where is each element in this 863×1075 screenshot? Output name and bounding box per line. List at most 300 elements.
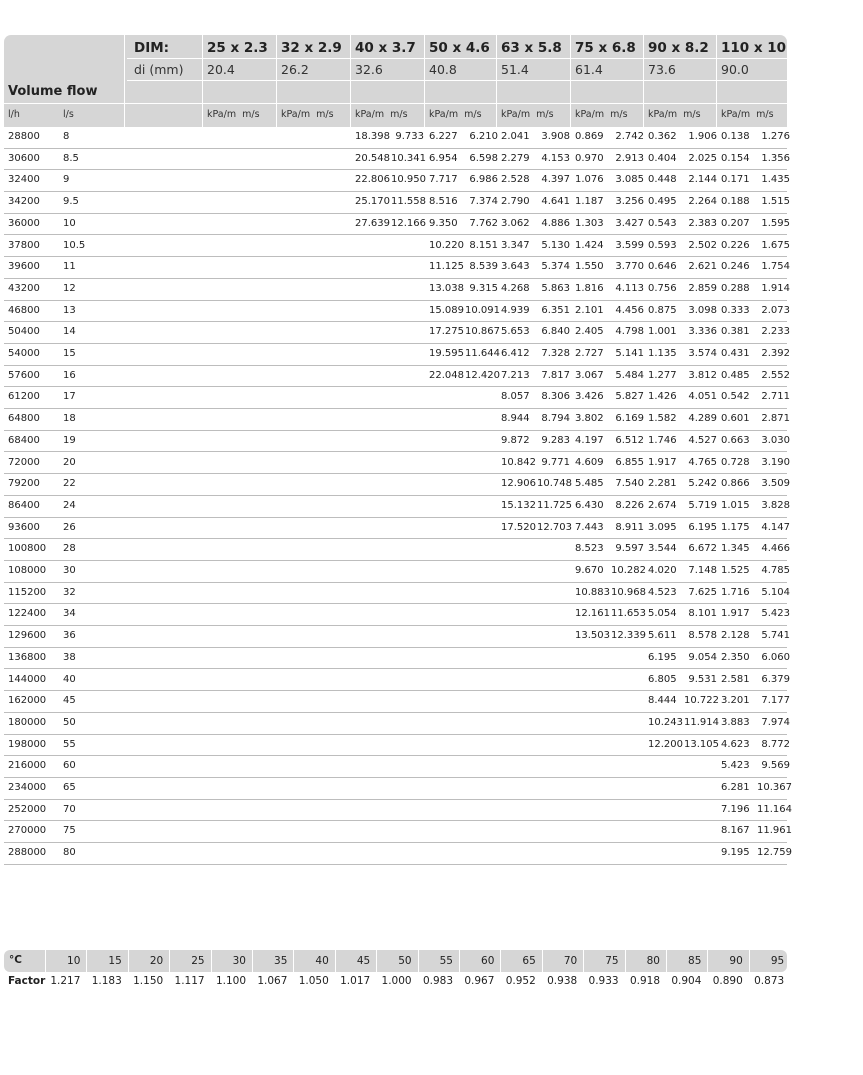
pressure-loss: 3.802 <box>575 413 604 425</box>
velocity: 3.190 <box>761 456 790 468</box>
temperature-value: 85 <box>688 955 702 967</box>
velocity: 9.733 <box>395 131 424 142</box>
pressure-loss: 1.424 <box>575 239 604 251</box>
flow-ls: 14 <box>63 326 76 338</box>
flow-ls: 20 <box>63 456 76 468</box>
velocity: 7.374 <box>469 196 498 208</box>
velocity: 7.540 <box>615 478 644 490</box>
pressure-loss: 0.381 <box>721 326 750 338</box>
table-row <box>4 496 790 518</box>
header-divider <box>424 35 425 127</box>
velocity: 1.435 <box>761 174 790 186</box>
velocity: 3.509 <box>761 478 790 490</box>
flow-lh: 252000 <box>8 803 47 815</box>
factor-value: 1.050 <box>298 975 329 987</box>
flow-ls: 80 <box>63 847 76 859</box>
velocity: 11.644 <box>465 348 500 359</box>
velocity: 1.356 <box>761 152 790 164</box>
velocity: 8.578 <box>688 630 717 642</box>
pressure-loss: 6.954 <box>429 152 458 164</box>
factor-value: 1.150 <box>133 975 164 987</box>
pressure-loss: 8.523 <box>575 543 604 555</box>
pressure-loss: 2.581 <box>721 673 750 685</box>
pressure-loss: 1.816 <box>575 282 604 294</box>
velocity: 8.794 <box>541 413 570 425</box>
temperature-value: 90 <box>729 955 743 967</box>
pressure-loss: 0.154 <box>721 152 750 164</box>
temperature-value: 80 <box>646 955 660 967</box>
pressure-loss: 4.609 <box>575 456 604 468</box>
pressure-loss: 0.542 <box>721 391 750 403</box>
velocity: 8.306 <box>541 391 570 403</box>
velocity: 1.754 <box>761 261 790 273</box>
velocity: 9.531 <box>688 673 717 685</box>
di-value-5: 61.4 <box>575 62 603 77</box>
velocity: 5.423 <box>761 608 790 620</box>
di-value-4: 51.4 <box>501 62 529 77</box>
flow-lh: 50400 <box>8 326 40 338</box>
velocity: 3.828 <box>761 499 790 511</box>
pressure-loss: 3.883 <box>721 716 750 728</box>
factor-value: 1.000 <box>381 975 412 987</box>
pressure-loss: 25.170 <box>355 196 390 208</box>
velocity: 3.908 <box>541 131 570 142</box>
velocity: 7.974 <box>761 716 790 728</box>
pressure-loss: 1.076 <box>575 174 604 186</box>
header-divider <box>716 35 717 127</box>
pressure-loss: 5.611 <box>648 630 677 642</box>
pressure-loss: 0.207 <box>721 217 750 229</box>
velocity: 7.148 <box>688 565 717 576</box>
dim-header-7: 110 x 10 <box>721 40 787 56</box>
table-row <box>4 778 792 800</box>
factor-value: 0.904 <box>671 975 702 987</box>
velocity: 4.051 <box>688 391 717 403</box>
pressure-loss: 5.485 <box>575 478 604 490</box>
velocity: 12.166 <box>391 217 426 229</box>
velocity: 11.914 <box>684 716 719 728</box>
velocity: 12.703 <box>537 521 572 533</box>
velocity: 5.141 <box>615 348 644 359</box>
pressure-loss: 1.001 <box>648 326 677 338</box>
temperature-value: 95 <box>770 955 785 967</box>
table-row <box>4 192 790 214</box>
pressure-loss: 0.188 <box>721 196 750 208</box>
velocity: 5.104 <box>761 586 790 598</box>
velocity: 2.552 <box>761 369 790 381</box>
pressure-loss: 2.674 <box>648 499 677 511</box>
pressure-loss: 15.132 <box>501 499 536 511</box>
flow-lh: 57600 <box>8 369 40 381</box>
unit-pair-1: kPa/m m/s <box>281 109 334 120</box>
table-row <box>4 431 790 453</box>
velocity: 5.130 <box>541 239 570 251</box>
temperature-value: 75 <box>605 955 619 967</box>
pressure-loss: 2.350 <box>721 651 750 663</box>
flow-lh: 43200 <box>8 282 40 294</box>
pressure-loss: 0.543 <box>648 217 677 229</box>
velocity: 2.264 <box>688 196 717 208</box>
velocity: 2.711 <box>761 391 790 403</box>
pressure-loss: 0.495 <box>648 196 677 208</box>
velocity: 7.817 <box>541 369 570 381</box>
velocity: 6.351 <box>541 304 570 316</box>
velocity: 11.558 <box>391 196 426 208</box>
flow-lh: 162000 <box>8 695 47 707</box>
table-row <box>4 626 790 648</box>
flow-lh: 34200 <box>8 196 40 208</box>
temperature-value: 60 <box>481 955 495 967</box>
pressure-loss: 2.790 <box>501 196 530 208</box>
flow-ls: 75 <box>63 825 76 837</box>
pressure-loss: 8.444 <box>648 695 677 707</box>
table-row <box>4 583 790 605</box>
velocity: 7.328 <box>541 348 570 359</box>
velocity: 5.484 <box>615 369 644 381</box>
flow-lh: 30600 <box>8 152 40 164</box>
unit-pair-5: kPa/m m/s <box>575 109 628 120</box>
flow-ls: 30 <box>63 565 76 576</box>
pressure-loss: 0.448 <box>648 174 677 186</box>
velocity: 3.098 <box>688 304 717 316</box>
pressure-loss: 5.054 <box>648 608 677 620</box>
pressure-loss: 17.520 <box>501 521 536 533</box>
velocity: 5.374 <box>541 261 570 273</box>
pressure-loss: 0.866 <box>721 478 750 490</box>
pressure-loss: 1.015 <box>721 499 750 511</box>
pressure-loss: 13.038 <box>429 282 464 294</box>
pressure-loss: 1.135 <box>648 348 677 359</box>
velocity: 5.863 <box>541 282 570 294</box>
factor-value: 1.117 <box>174 975 205 987</box>
velocity: 9.054 <box>688 651 717 663</box>
table-row <box>4 756 790 778</box>
flow-ls: 10 <box>63 217 76 229</box>
velocity: 3.574 <box>688 348 717 359</box>
pressure-loss: 1.345 <box>721 543 750 555</box>
flow-ls: 60 <box>63 760 76 772</box>
pressure-loss: 1.716 <box>721 586 750 598</box>
flow-ls: 17 <box>63 391 76 403</box>
pressure-loss: 0.288 <box>721 282 750 294</box>
table-row <box>4 691 790 713</box>
header-divider <box>643 35 644 127</box>
di-value-1: 26.2 <box>281 62 309 77</box>
dim-header-5: 75 x 6.8 <box>575 40 636 56</box>
velocity: 3.256 <box>615 196 644 208</box>
header-divider <box>202 35 203 127</box>
temperature-value: 20 <box>149 955 164 967</box>
pressure-loss: 0.362 <box>648 131 677 142</box>
pressure-loss: 9.195 <box>721 847 750 859</box>
velocity: 1.276 <box>761 131 790 142</box>
table-row <box>4 214 790 236</box>
pressure-loss: 18.398 <box>355 131 390 142</box>
factor-value: 0.952 <box>505 975 536 987</box>
pressure-loss: 10.243 <box>648 716 683 728</box>
di-value-6: 73.6 <box>648 62 676 77</box>
velocity: 8.539 <box>469 261 498 273</box>
pressure-loss: 1.426 <box>648 391 677 403</box>
table-row <box>4 344 790 366</box>
velocity: 8.151 <box>469 239 498 251</box>
pressure-loss: 5.653 <box>501 326 530 338</box>
dim-header-6: 90 x 8.2 <box>648 40 709 56</box>
table-row <box>4 821 792 843</box>
flow-lh: 234000 <box>8 782 47 793</box>
factor-value: 0.890 <box>712 975 743 987</box>
dim-header-4: 63 x 5.8 <box>501 40 562 56</box>
flow-ls: 34 <box>63 608 76 620</box>
flow-ls: 55 <box>63 738 76 750</box>
table-row <box>4 648 790 670</box>
flow-ls: 8.5 <box>63 152 79 164</box>
velocity: 4.527 <box>688 434 717 446</box>
unit-ls-label: l/s <box>63 109 74 120</box>
pressure-loss: 7.196 <box>721 803 750 815</box>
velocity: 3.085 <box>615 174 644 186</box>
pressure-loss: 12.161 <box>575 608 610 620</box>
dim-header-0: 25 x 2.3 <box>207 40 268 56</box>
velocity: 2.025 <box>688 152 717 164</box>
pressure-loss: 7.213 <box>501 369 530 381</box>
velocity: 4.147 <box>761 521 790 533</box>
pressure-loss: 1.303 <box>575 217 604 229</box>
flow-lh: 32400 <box>8 174 40 186</box>
flow-lh: 61200 <box>8 391 40 403</box>
velocity: 6.672 <box>688 543 717 555</box>
velocity: 5.741 <box>761 630 790 642</box>
pressure-loss: 0.485 <box>721 369 750 381</box>
pressure-loss: 0.431 <box>721 348 750 359</box>
flow-ls: 32 <box>63 586 76 598</box>
volume-flow-label: Volume flow <box>8 84 98 99</box>
velocity: 8.911 <box>615 521 644 533</box>
velocity: 4.113 <box>615 282 644 294</box>
unit-lh-label: l/h <box>8 109 20 120</box>
velocity: 2.913 <box>615 152 644 164</box>
velocity: 4.397 <box>541 174 570 186</box>
table-row <box>4 257 790 279</box>
velocity: 2.144 <box>688 174 717 186</box>
flow-lh: 270000 <box>8 825 47 837</box>
header-divider <box>4 103 787 104</box>
velocity: 12.339 <box>611 630 646 642</box>
pressure-loss: 7.443 <box>575 521 604 533</box>
pressure-loss: 6.805 <box>648 673 677 685</box>
flow-ls: 18 <box>63 413 76 425</box>
header-divider <box>496 35 497 127</box>
temperature-value: 50 <box>398 955 412 967</box>
table-row <box>4 301 790 323</box>
flow-ls: 38 <box>63 651 76 663</box>
pressure-loss: 9.872 <box>501 434 530 446</box>
velocity: 3.812 <box>688 369 717 381</box>
velocity: 4.466 <box>761 543 790 555</box>
flow-lh: 68400 <box>8 434 40 446</box>
dim-header-1: 32 x 2.9 <box>281 40 342 56</box>
pressure-loss: 3.426 <box>575 391 604 403</box>
velocity: 3.599 <box>615 239 644 251</box>
velocity: 10.867 <box>465 326 500 338</box>
pressure-loss: 22.048 <box>429 369 464 381</box>
velocity: 3.030 <box>761 434 790 446</box>
pressure-loss: 22.806 <box>355 174 390 186</box>
table-row <box>4 387 790 409</box>
pressure-loss: 0.970 <box>575 152 604 164</box>
pressure-loss: 8.167 <box>721 825 750 837</box>
pressure-loss: 12.906 <box>501 478 536 490</box>
flow-lh: 79200 <box>8 478 40 490</box>
flow-lh: 198000 <box>8 738 47 750</box>
velocity: 12.420 <box>465 369 500 381</box>
flow-ls: 36 <box>63 630 76 642</box>
pressure-loss: 0.869 <box>575 131 604 142</box>
flow-lh: 216000 <box>8 760 47 772</box>
velocity: 7.625 <box>688 586 717 598</box>
flow-lh: 144000 <box>8 673 47 685</box>
pressure-loss: 1.917 <box>648 456 677 468</box>
pressure-loss: 6.227 <box>429 131 458 142</box>
pressure-loss: 2.101 <box>575 304 604 316</box>
factor-value: 0.918 <box>629 975 660 987</box>
table-row <box>4 843 792 865</box>
pressure-loss: 19.595 <box>429 348 464 359</box>
table-row <box>4 670 790 692</box>
flow-lh: 136800 <box>8 651 47 663</box>
di-value-7: 90.0 <box>721 62 749 77</box>
pressure-loss: 2.128 <box>721 630 750 642</box>
velocity: 2.502 <box>688 239 717 251</box>
velocity: 5.242 <box>688 478 717 490</box>
pressure-loss: 11.125 <box>429 261 464 273</box>
header-divider <box>276 35 277 127</box>
velocity: 1.515 <box>761 196 790 208</box>
velocity: 4.153 <box>541 152 570 164</box>
velocity: 10.968 <box>611 586 646 598</box>
pressure-loss: 2.528 <box>501 174 530 186</box>
factor-label: Factor <box>8 975 46 987</box>
flow-lh: 28800 <box>8 131 40 142</box>
velocity: 2.233 <box>761 326 790 338</box>
flow-ls: 28 <box>63 543 76 555</box>
factor-value: 0.938 <box>547 975 578 987</box>
temperature-label: °C <box>9 954 22 966</box>
pressure-loss: 8.516 <box>429 196 458 208</box>
pressure-loss: 0.246 <box>721 261 750 273</box>
velocity: 6.060 <box>761 651 790 663</box>
di-label: di (mm) <box>134 62 184 77</box>
table-row <box>4 561 790 583</box>
flow-ls: 8 <box>63 131 70 142</box>
pressure-loss: 10.220 <box>429 239 464 251</box>
unit-pair-2: kPa/m m/s <box>355 109 408 120</box>
unit-pair-6: kPa/m m/s <box>648 109 701 120</box>
velocity: 6.379 <box>761 673 790 685</box>
velocity: 2.621 <box>688 261 717 273</box>
temperature-value: 10 <box>67 955 81 967</box>
flow-lh: 93600 <box>8 521 40 533</box>
pressure-loss: 0.756 <box>648 282 677 294</box>
header-divider <box>124 35 125 127</box>
velocity: 8.101 <box>688 608 717 620</box>
velocity: 12.759 <box>757 847 792 859</box>
dim-header-3: 50 x 4.6 <box>429 40 490 56</box>
velocity: 4.798 <box>615 326 644 338</box>
flow-ls: 9.5 <box>63 196 79 208</box>
pressure-loss: 20.548 <box>355 152 390 164</box>
table-row <box>4 366 790 388</box>
table-row <box>4 170 790 192</box>
header-divider <box>127 80 787 81</box>
velocity: 6.840 <box>541 326 570 338</box>
pressure-loss: 4.197 <box>575 434 604 446</box>
velocity: 1.906 <box>688 131 717 142</box>
velocity: 9.569 <box>761 760 790 772</box>
pressure-loss: 4.523 <box>648 586 677 598</box>
pressure-loss: 10.883 <box>575 586 610 598</box>
flow-lh: 64800 <box>8 413 40 425</box>
table-row <box>4 409 790 431</box>
factor-value: 0.983 <box>422 975 453 987</box>
pressure-loss: 1.525 <box>721 565 750 576</box>
velocity: 3.427 <box>615 217 644 229</box>
unit-pair-3: kPa/m m/s <box>429 109 482 120</box>
temperature-value: 15 <box>108 955 122 967</box>
flow-ls: 15 <box>63 348 76 359</box>
pressure-loss: 1.917 <box>721 608 750 620</box>
table-row <box>4 453 790 475</box>
table-row <box>4 518 790 540</box>
velocity: 10.282 <box>611 565 646 576</box>
flow-ls: 50 <box>63 716 76 728</box>
velocity: 6.169 <box>615 413 644 425</box>
table-row <box>4 474 790 496</box>
pressure-loss: 6.281 <box>721 782 750 793</box>
pressure-loss: 5.423 <box>721 760 750 772</box>
velocity: 4.785 <box>761 565 790 576</box>
pressure-loss: 4.939 <box>501 304 530 316</box>
flow-ls: 12 <box>63 282 76 294</box>
flow-lh: 122400 <box>8 608 47 620</box>
pressure-loss: 8.057 <box>501 391 530 403</box>
velocity: 10.722 <box>684 695 719 707</box>
velocity: 11.725 <box>537 499 572 511</box>
table-row <box>4 149 790 171</box>
velocity: 8.226 <box>615 499 644 511</box>
velocity: 5.827 <box>615 391 644 403</box>
pressure-loss: 13.503 <box>575 630 610 642</box>
velocity: 6.195 <box>688 521 717 533</box>
pressure-loss: 17.275 <box>429 326 464 338</box>
flow-lh: 108000 <box>8 565 47 576</box>
flow-ls: 11 <box>63 261 76 273</box>
temperature-value: 55 <box>439 955 453 967</box>
pressure-loss: 1.582 <box>648 413 677 425</box>
pressure-loss: 0.593 <box>648 239 677 251</box>
flow-lh: 37800 <box>8 239 40 251</box>
pressure-loss: 1.746 <box>648 434 677 446</box>
pressure-loss: 15.089 <box>429 304 464 316</box>
header-divider <box>350 35 351 127</box>
velocity: 10.950 <box>391 174 426 186</box>
velocity: 4.289 <box>688 413 717 425</box>
table-row <box>4 800 792 822</box>
velocity: 10.091 <box>465 304 500 316</box>
table-row <box>4 539 790 561</box>
pressure-loss: 6.430 <box>575 499 604 511</box>
pressure-loss: 0.171 <box>721 174 750 186</box>
